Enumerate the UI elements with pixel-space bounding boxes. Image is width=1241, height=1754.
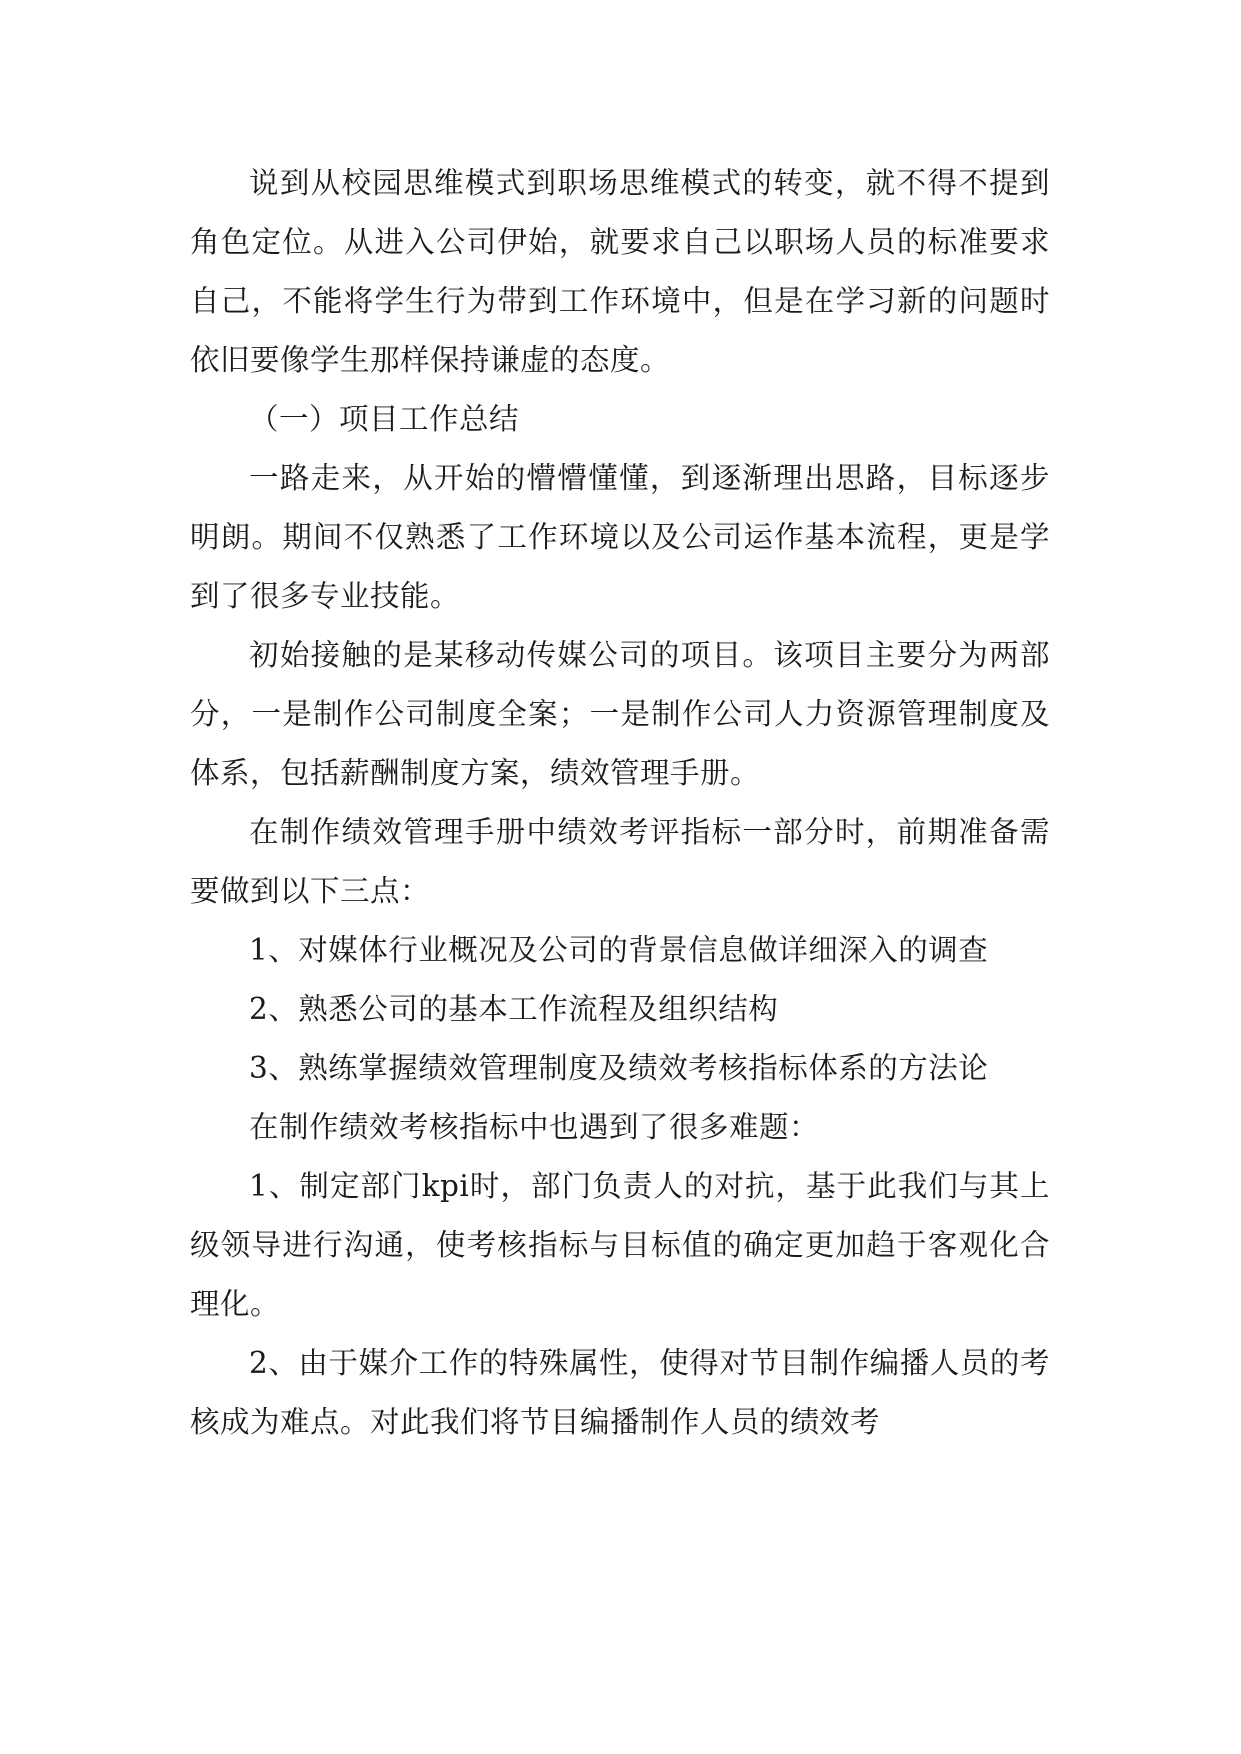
paragraph-difficulties: 在制作绩效考核指标中也遇到了很多难题： xyxy=(249,1110,820,1144)
paragraph-journey: 一路走来，从开始的懵懵懂懂，到逐渐理出思路，目标逐步明朗。期间不仅熟悉了工作环境以及公司运作基本流程，更是学到了很多专业技能。 xyxy=(190,461,1050,613)
list-item-prep-3: 3、熟练掌握绩效管理制度及绩效考核指标体系的方法论 xyxy=(249,1051,989,1085)
list-item-prep-1: 1、对媒体行业概况及公司的背景信息做详细深入的调查 xyxy=(249,933,989,967)
paragraph-first-project: 初始接触的是某移动传媒公司的项目。该项目主要分为两部分，一是制作公司制度全案；一是制作公司人力资源管理制度及体系，包括薪酬制度方案，绩效管理手册。 xyxy=(190,638,1050,790)
paragraph-role-positioning: 说到从校园思维模式到职场思维模式的转变，就不得不提到角色定位。从进入公司伊始，就要求自己以职场人员的标准要求自己，不能将学生行为带到工作环境中，但是在学习新的问题时依旧要像学生那样保持谦虚的态度。 xyxy=(190,166,1050,377)
list-item-difficulty-1: 1、制定部门kpi时，部门负责人的对抗，基于此我们与其上级领导进行沟通，使考核指标与目标值的确定更加趋于客观化合理化。 xyxy=(190,1169,1050,1321)
section-heading-project-summary: （一）项目工作总结 xyxy=(249,402,520,436)
list-item-prep-2: 2、熟悉公司的基本工作流程及组织结构 xyxy=(249,992,779,1026)
list-item-difficulty-2: 2、由于媒介工作的特殊属性，使得对节目制作编播人员的考核成为难点。对此我们将节目编播制作人员的绩效考 xyxy=(190,1346,1050,1439)
document-body xyxy=(190,154,1050,1452)
paragraph-preparation: 在制作绩效管理手册中绩效考评指标一部分时，前期准备需要做到以下三点： xyxy=(190,815,1050,908)
